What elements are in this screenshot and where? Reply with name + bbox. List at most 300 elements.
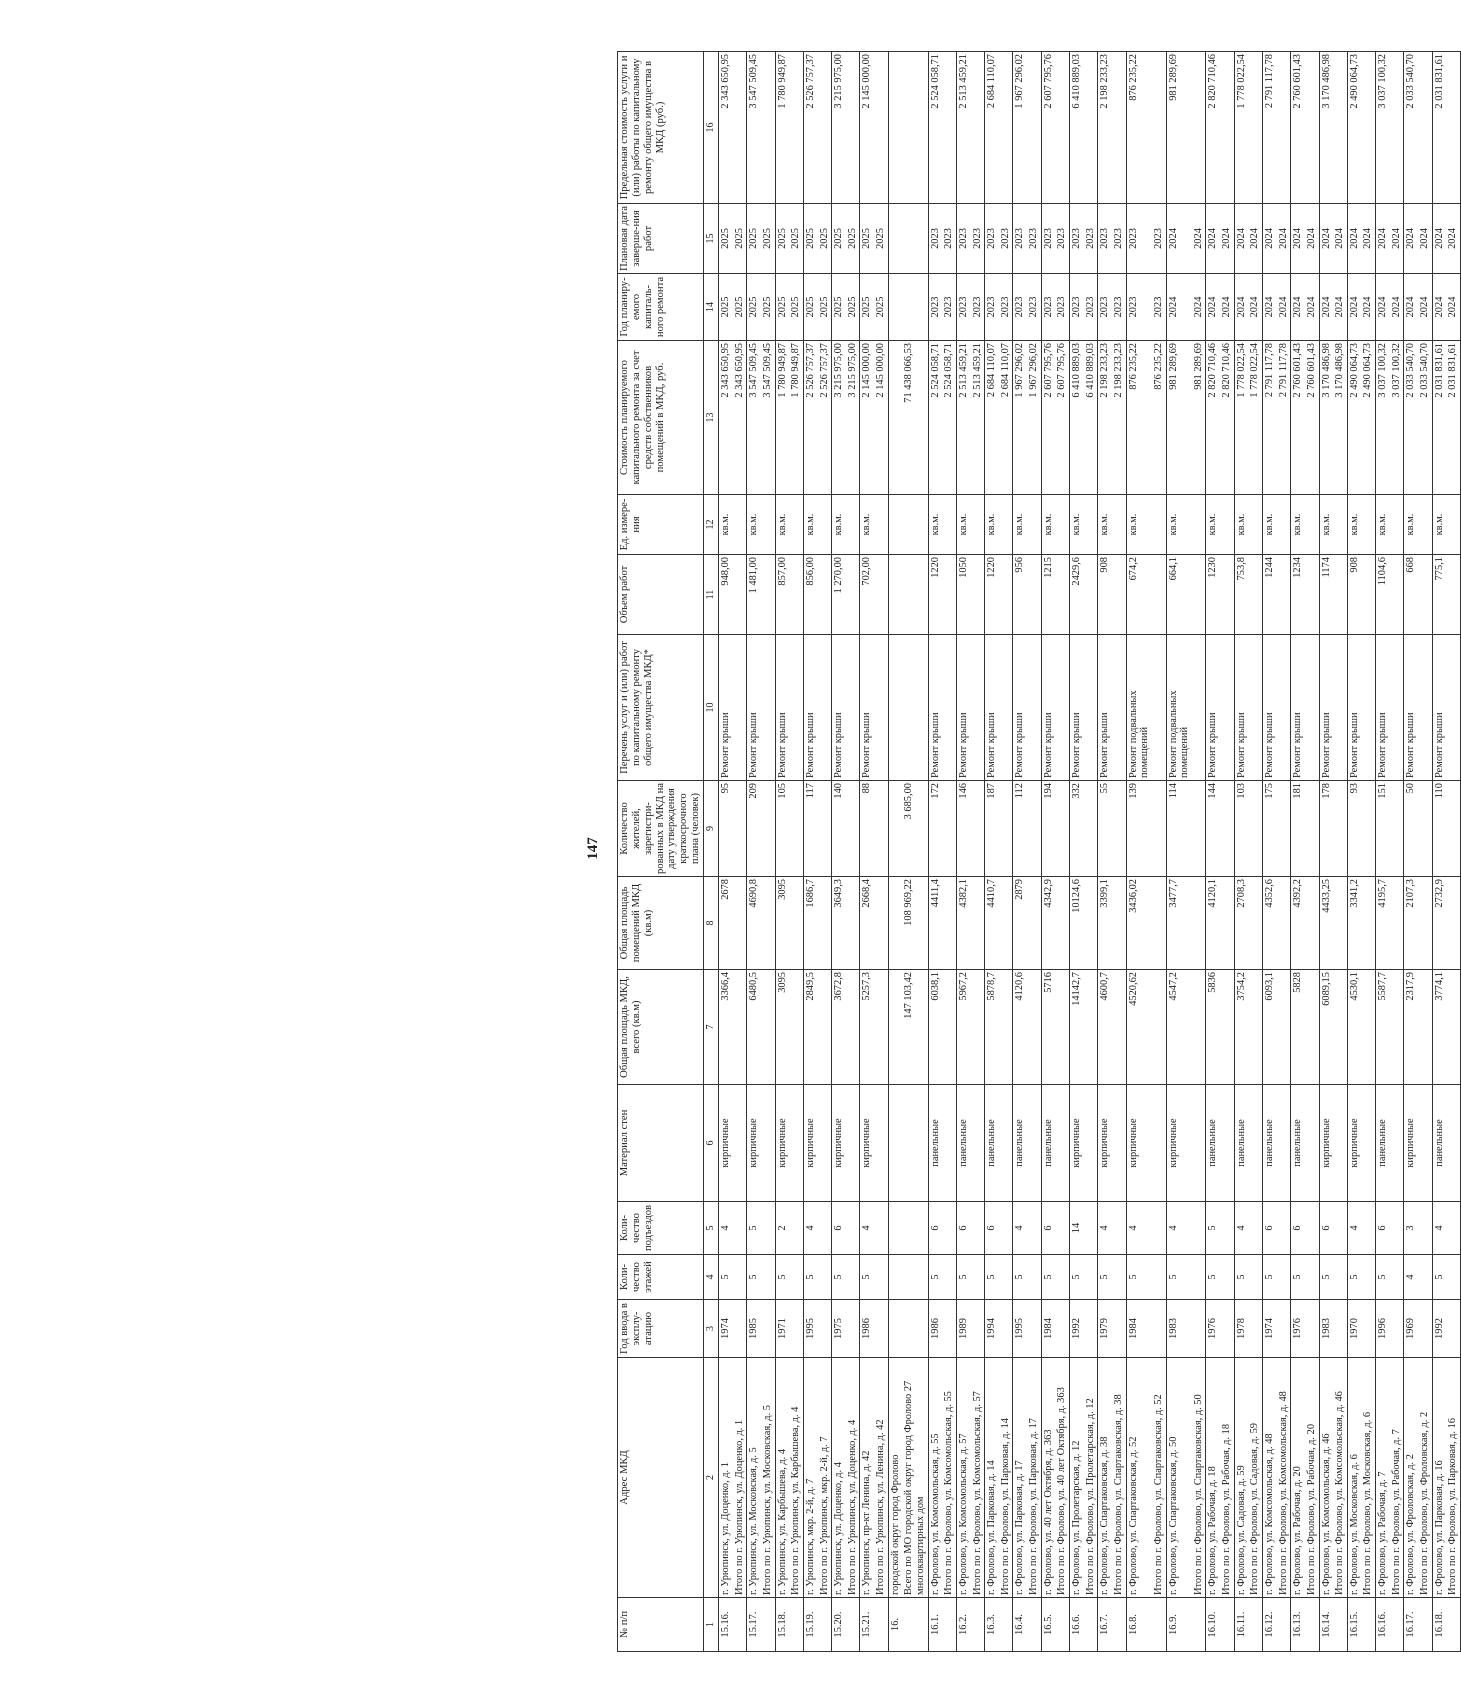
table-cell: кв.м.: [719, 495, 733, 555]
table-cell: Ремонт крыши: [803, 635, 817, 781]
table-cell: [1333, 1300, 1347, 1358]
table-cell: 2 820 710,46: [1220, 341, 1234, 495]
table-cell: 4: [860, 1202, 874, 1255]
table-cell: [1055, 495, 1069, 555]
table-cell: [971, 1255, 985, 1300]
column-number: 1: [704, 1598, 719, 1652]
table-cell: [761, 1598, 775, 1652]
table-cell: 2024: [1192, 274, 1206, 341]
table-cell: Итого по г. Фролово, ул. Спартаковская, д. 38: [1112, 1358, 1126, 1598]
table-cell: 5: [1166, 1255, 1192, 1300]
table-cell: [999, 1300, 1013, 1358]
column-header: Перечень услуг и (или) работ по капитальному ремонту общего имущества МКД*: [618, 635, 704, 781]
table-cell: [789, 1300, 803, 1358]
table-cell: [1390, 781, 1404, 877]
table-row: [956, 52, 970, 1652]
table-cell: Ремонт крыши: [1070, 635, 1084, 781]
table-cell: 5: [775, 1255, 789, 1300]
table-cell: [1361, 555, 1375, 635]
column-header: Материал стен: [618, 1085, 704, 1202]
table-cell: 2 524 058,71: [942, 341, 956, 495]
table-cell: [1084, 1255, 1098, 1300]
table-cell: 2023: [1041, 274, 1055, 341]
table-cell: 981 289,69: [1166, 52, 1192, 204]
table-cell: 10124,6: [1070, 877, 1084, 970]
table-cell: [888, 555, 902, 635]
table-cell: 2024: [1166, 274, 1192, 341]
table-cell: 2024: [1305, 204, 1319, 274]
table-cell: кирпичные: [1404, 1085, 1418, 1202]
table-cell: 139: [1126, 781, 1152, 877]
table-cell: [1027, 781, 1041, 877]
table-cell: [1361, 970, 1375, 1085]
table-row: [1206, 52, 1220, 1652]
table-cell: 146: [956, 781, 970, 877]
table-cell: кирпичные: [719, 1085, 733, 1202]
table-cell: кв.м.: [747, 495, 761, 555]
table-cell: [874, 495, 888, 555]
table-cell: [1220, 1300, 1234, 1358]
table-cell: 16.6.: [1070, 1598, 1084, 1652]
table-cell: [1446, 1085, 1460, 1202]
table-cell: 93: [1347, 781, 1361, 877]
table-cell: 3: [1404, 1202, 1418, 1255]
table-cell: [902, 204, 928, 274]
table-cell: [1418, 1202, 1432, 1255]
table-cell: [846, 877, 860, 970]
table-cell: 2 490 064,73: [1361, 341, 1375, 495]
table-row: [1070, 52, 1084, 1652]
table-cell: Итого по г. Фролово, ул. Комсомольская, д. 57: [971, 1358, 985, 1598]
table-cell: 2 791 117,78: [1263, 341, 1277, 495]
table-cell: кв.м.: [1206, 495, 1220, 555]
table-cell: [999, 1085, 1013, 1202]
table-cell: 2 513 459,21: [971, 341, 985, 495]
table-row: [803, 52, 817, 1652]
table-cell: [1055, 781, 1069, 877]
table-cell: Ремонт крыши: [1404, 635, 1418, 781]
table-cell: [1333, 52, 1347, 204]
total-row: [1390, 52, 1404, 1652]
table-cell: [1305, 1085, 1319, 1202]
table-cell: 3 170 486,98: [1319, 341, 1333, 495]
table-cell: 5: [985, 1255, 999, 1300]
table-cell: [942, 1085, 956, 1202]
table-row: [1376, 52, 1390, 1652]
table-cell: [1055, 1598, 1069, 1652]
table-cell: 2 033 540,70: [1404, 341, 1418, 495]
table-cell: 4195,7: [1376, 877, 1390, 970]
total-row: [999, 52, 1013, 1652]
table-cell: [1305, 970, 1319, 1085]
table-cell: [902, 52, 928, 204]
table-cell: [1390, 495, 1404, 555]
table-cell: 4410,7: [985, 877, 999, 970]
table-cell: 2 760 601,43: [1291, 341, 1305, 495]
table-cell: 144: [1206, 781, 1220, 877]
table-cell: кирпичные: [832, 1085, 846, 1202]
table-cell: Ремонт подвальных помещений: [1126, 635, 1152, 781]
table-cell: 3399,1: [1098, 877, 1112, 970]
table-cell: 948,00: [719, 555, 733, 635]
column-number: 13: [704, 341, 719, 495]
table-cell: 15.20.: [832, 1598, 846, 1652]
table-cell: 2 513 459,21: [956, 341, 970, 495]
table-cell: [1152, 555, 1166, 635]
table-cell: 4: [1013, 1202, 1027, 1255]
table-cell: г. Фролово, ул. Рабочая, д. 20: [1291, 1358, 1305, 1598]
table-cell: [1333, 555, 1347, 635]
table-cell: [888, 1300, 902, 1358]
table-cell: 2024: [1166, 204, 1192, 274]
table-cell: 2023: [999, 274, 1013, 341]
table-cell: 2023: [999, 204, 1013, 274]
table-cell: 674,2: [1126, 555, 1152, 635]
table-cell: 2024: [1206, 274, 1220, 341]
table-cell: [818, 495, 832, 555]
table-cell: [1390, 877, 1404, 970]
table-cell: 1989: [956, 1300, 970, 1358]
table-cell: 2025: [775, 204, 789, 274]
table-cell: 16.17.: [1404, 1598, 1418, 1652]
table-cell: 2429,6: [1070, 555, 1084, 635]
table-cell: 2 145 000,00: [860, 52, 874, 204]
table-cell: 2023: [985, 274, 999, 341]
table-cell: 1230: [1206, 555, 1220, 635]
table-cell: [1027, 1598, 1041, 1652]
table-cell: 5836: [1206, 970, 1220, 1085]
column-header: Общая площадь МКД, всего (кв.м): [618, 970, 704, 1085]
table-cell: 2023: [1084, 204, 1098, 274]
table-cell: [1418, 52, 1432, 204]
table-cell: 2023: [1013, 274, 1027, 341]
table-cell: 6 410 889,03: [1070, 52, 1084, 204]
table-row: [1234, 52, 1248, 1652]
header-row: [618, 52, 704, 1652]
table-cell: Ремонт крыши: [832, 635, 846, 781]
table-cell: [1192, 52, 1206, 204]
table-cell: [942, 970, 956, 1085]
table-cell: [1305, 52, 1319, 204]
table-cell: Итого по г. Фролово, ул. Садовая, д. 59: [1248, 1358, 1262, 1598]
table-cell: кирпичные: [1166, 1085, 1192, 1202]
table-cell: 3 037 100,32: [1376, 52, 1390, 204]
table-cell: 2 524 058,71: [928, 341, 942, 495]
table-cell: [1390, 1598, 1404, 1652]
table-cell: [1192, 1255, 1206, 1300]
table-cell: г. Фролово, ул. Комсомольская, д. 46: [1319, 1358, 1333, 1598]
table-cell: [1192, 1300, 1206, 1358]
table-cell: 3 685,00: [902, 781, 928, 877]
table-cell: 2023: [1084, 274, 1098, 341]
table-cell: [971, 1085, 985, 1202]
table-cell: 2 820 710,46: [1206, 341, 1220, 495]
table-cell: [1446, 635, 1460, 781]
table-cell: [888, 495, 902, 555]
column-header: Объем работ: [618, 555, 704, 635]
table-cell: 2 033 540,70: [1404, 52, 1418, 204]
table-cell: [1192, 970, 1206, 1085]
table-cell: 2025: [874, 274, 888, 341]
table-cell: [874, 781, 888, 877]
table-cell: [999, 555, 1013, 635]
table-cell: 2024: [1319, 274, 1333, 341]
column-number: 11: [704, 555, 719, 635]
table-cell: [761, 635, 775, 781]
table-cell: 2024: [1418, 274, 1432, 341]
table-cell: [1333, 1598, 1347, 1652]
table-cell: 5878,7: [985, 970, 999, 1085]
table-cell: 6089,15: [1319, 970, 1333, 1085]
table-cell: [1112, 555, 1126, 635]
total-row: [1277, 52, 1291, 1652]
table-cell: панельные: [1263, 1085, 1277, 1202]
table-cell: 2023: [1070, 204, 1084, 274]
total-row: [1192, 52, 1206, 1652]
table-cell: кирпичные: [1347, 1085, 1361, 1202]
table-cell: 6 410 889,03: [1084, 341, 1098, 495]
table-row: [1098, 52, 1112, 1652]
table-cell: 3774,1: [1432, 970, 1446, 1085]
table-cell: 2 031 831,61: [1446, 341, 1460, 495]
table-cell: [1192, 635, 1206, 781]
table-cell: 5: [860, 1255, 874, 1300]
table-cell: 110: [1432, 781, 1446, 877]
table-cell: [1446, 781, 1460, 877]
table-cell: 2024: [1291, 204, 1305, 274]
table-cell: Итого по г. Урюпинск, ул. Карбышева, д. 4: [789, 1358, 803, 1598]
table-cell: [818, 877, 832, 970]
table-cell: Ремонт крыши: [775, 635, 789, 781]
table-cell: 2024: [1234, 204, 1248, 274]
table-cell: 2 343 650,95: [719, 52, 733, 204]
table-cell: 2 526 757,37: [803, 52, 817, 204]
column-number: 6: [704, 1085, 719, 1202]
total-row: [902, 52, 928, 1652]
table-cell: 956: [1013, 555, 1027, 635]
table-cell: 2023: [956, 274, 970, 341]
table-cell: [1361, 1598, 1375, 1652]
table-cell: [1152, 877, 1166, 970]
table-cell: 16.9.: [1166, 1598, 1192, 1652]
table-cell: [818, 635, 832, 781]
table-cell: 1234: [1291, 555, 1305, 635]
table-cell: [942, 52, 956, 204]
table-cell: [1418, 877, 1432, 970]
table-cell: [902, 635, 928, 781]
table-cell: [1192, 781, 1206, 877]
table-cell: 908: [1347, 555, 1361, 635]
table-cell: [1192, 1085, 1206, 1202]
table-cell: 4: [1166, 1202, 1192, 1255]
table-cell: [1390, 555, 1404, 635]
table-cell: 2023: [971, 204, 985, 274]
table-cell: 6: [1319, 1202, 1333, 1255]
table-cell: [942, 555, 956, 635]
table-cell: [1446, 877, 1460, 970]
table-cell: 2: [775, 1202, 789, 1255]
table-cell: [874, 970, 888, 1085]
table-cell: 2 607 795,76: [1055, 341, 1069, 495]
table-cell: 2024: [1390, 204, 1404, 274]
table-cell: [1361, 877, 1375, 970]
table-cell: [999, 877, 1013, 970]
table-cell: г. Фролово, ул. Комсомольская, д. 48: [1263, 1358, 1277, 1598]
table-cell: [846, 1598, 860, 1652]
column-number: 4: [704, 1255, 719, 1300]
table-cell: 2678: [719, 877, 733, 970]
table-cell: Итого по г. Фролово, ул. Рабочая, д. 7: [1390, 1358, 1404, 1598]
table-cell: [1220, 555, 1234, 635]
table-cell: [789, 635, 803, 781]
table-cell: Итого по г. Урюпинск, мкр. 2-й, д. 7: [818, 1358, 832, 1598]
table-cell: 6: [1291, 1202, 1305, 1255]
table-cell: [1248, 1300, 1262, 1358]
table-cell: 1104,6: [1376, 555, 1390, 635]
table-cell: г. Урюпинск, ул. Московская, д. 5: [747, 1358, 761, 1598]
table-cell: 6: [1263, 1202, 1277, 1255]
table-cell: 2025: [775, 274, 789, 341]
table-cell: 2 791 117,78: [1263, 52, 1277, 204]
table-cell: 4: [1098, 1202, 1112, 1255]
table-cell: 5: [928, 1255, 942, 1300]
table-cell: [789, 1085, 803, 1202]
table-cell: г. Фролово, ул. Комсомольская, д. 57: [956, 1358, 970, 1598]
table-row: [832, 52, 846, 1652]
table-cell: кв.м.: [803, 495, 817, 555]
table-cell: [1390, 1085, 1404, 1202]
table-cell: [971, 877, 985, 970]
table-cell: 16.16.: [1376, 1598, 1390, 1652]
total-row: [1112, 52, 1126, 1652]
table-cell: 5: [1376, 1255, 1390, 1300]
table-cell: 3 215 975,00: [832, 52, 846, 204]
table-cell: [1418, 1255, 1432, 1300]
column-header: Количество жителей, зарегистри-рованных в МКД на дату утверждения краткосрочного плана (человек): [618, 781, 704, 877]
table-cell: 1985: [747, 1300, 761, 1358]
table-cell: [1305, 1202, 1319, 1255]
table-row: [860, 52, 874, 1652]
table-cell: [1152, 52, 1166, 204]
table-cell: 2879: [1013, 877, 1027, 970]
table-cell: [1390, 1255, 1404, 1300]
table-cell: [1418, 970, 1432, 1085]
table-cell: [1305, 781, 1319, 877]
table-cell: 16.18.: [1432, 1598, 1446, 1652]
table-cell: 3 215 975,00: [832, 341, 846, 495]
table-cell: [1418, 555, 1432, 635]
table-cell: 14: [1070, 1202, 1084, 1255]
table-cell: [888, 52, 902, 204]
table-cell: 2 820 710,46: [1206, 52, 1220, 204]
table-cell: 2024: [1347, 204, 1361, 274]
table-cell: 3 547 509,45: [761, 341, 775, 495]
table-cell: [1277, 1255, 1291, 1300]
table-cell: [846, 52, 860, 204]
table-cell: Ремонт крыши: [860, 635, 874, 781]
table-cell: панельные: [928, 1085, 942, 1202]
table-cell: 1976: [1291, 1300, 1305, 1358]
table-cell: [902, 1255, 928, 1300]
table-cell: 6: [956, 1202, 970, 1255]
table-cell: 2024: [1446, 204, 1460, 274]
table-cell: 5: [1263, 1255, 1277, 1300]
table-cell: 108 969,22: [902, 877, 928, 970]
table-cell: 876 235,22: [1152, 341, 1166, 495]
table-cell: [846, 635, 860, 781]
table-cell: 857,00: [775, 555, 789, 635]
table-cell: [733, 495, 747, 555]
table-cell: 1244: [1263, 555, 1277, 635]
table-cell: 4382,1: [956, 877, 970, 970]
table-cell: 3672,8: [832, 970, 846, 1085]
table-cell: 5: [1234, 1255, 1248, 1300]
table-cell: кв.м.: [1263, 495, 1277, 555]
table-cell: [999, 781, 1013, 877]
table-cell: [818, 970, 832, 1085]
table-cell: [1220, 970, 1234, 1085]
table-cell: [1055, 1202, 1069, 1255]
table-cell: 2023: [928, 204, 942, 274]
table-cell: [971, 970, 985, 1085]
table-cell: 2 526 757,37: [803, 341, 817, 495]
table-cell: 2 684 110,07: [985, 52, 999, 204]
table-cell: [999, 495, 1013, 555]
table-cell: 2 490 064,73: [1347, 341, 1361, 495]
table-cell: 2024: [1248, 204, 1262, 274]
table-cell: 2 526 757,37: [818, 341, 832, 495]
table-cell: [1152, 635, 1166, 781]
table-cell: 2025: [832, 274, 846, 341]
table-cell: [1418, 1598, 1432, 1652]
table-cell: 4530,1: [1347, 970, 1361, 1085]
table-cell: [874, 52, 888, 204]
table-cell: 2 145 000,00: [874, 341, 888, 495]
table-cell: 1971: [775, 1300, 789, 1358]
table-cell: панельные: [1376, 1085, 1390, 1202]
table-cell: [1192, 555, 1206, 635]
column-header: Коли-чество подъездов: [618, 1202, 704, 1255]
table-cell: 1 481,00: [747, 555, 761, 635]
table-cell: 1 778 022,54: [1248, 341, 1262, 495]
table-cell: 3 170 486,98: [1319, 52, 1333, 204]
table-cell: [1418, 781, 1432, 877]
table-cell: [818, 52, 832, 204]
table-cell: 2023: [1055, 204, 1069, 274]
table-cell: [1277, 52, 1291, 204]
table-cell: г. Фролово, ул. Рабочая, д. 7: [1376, 1358, 1390, 1598]
table-cell: Ремонт крыши: [1432, 635, 1446, 781]
table-cell: [1361, 1085, 1375, 1202]
table-cell: [1192, 495, 1206, 555]
table-cell: [1333, 495, 1347, 555]
table-cell: 2025: [860, 204, 874, 274]
table-cell: [971, 52, 985, 204]
table-cell: [999, 1255, 1013, 1300]
table-cell: 209: [747, 781, 761, 877]
table-cell: 2023: [1027, 204, 1041, 274]
table-cell: [1277, 1202, 1291, 1255]
table-row: [1263, 52, 1277, 1652]
table-cell: 5: [1013, 1255, 1027, 1300]
table-cell: [1220, 495, 1234, 555]
table-cell: [1277, 877, 1291, 970]
table-cell: кв.м.: [1347, 495, 1361, 555]
table-cell: [971, 555, 985, 635]
table-cell: [1305, 555, 1319, 635]
table-cell: 15.21.: [860, 1598, 874, 1652]
table-cell: 2025: [803, 204, 817, 274]
